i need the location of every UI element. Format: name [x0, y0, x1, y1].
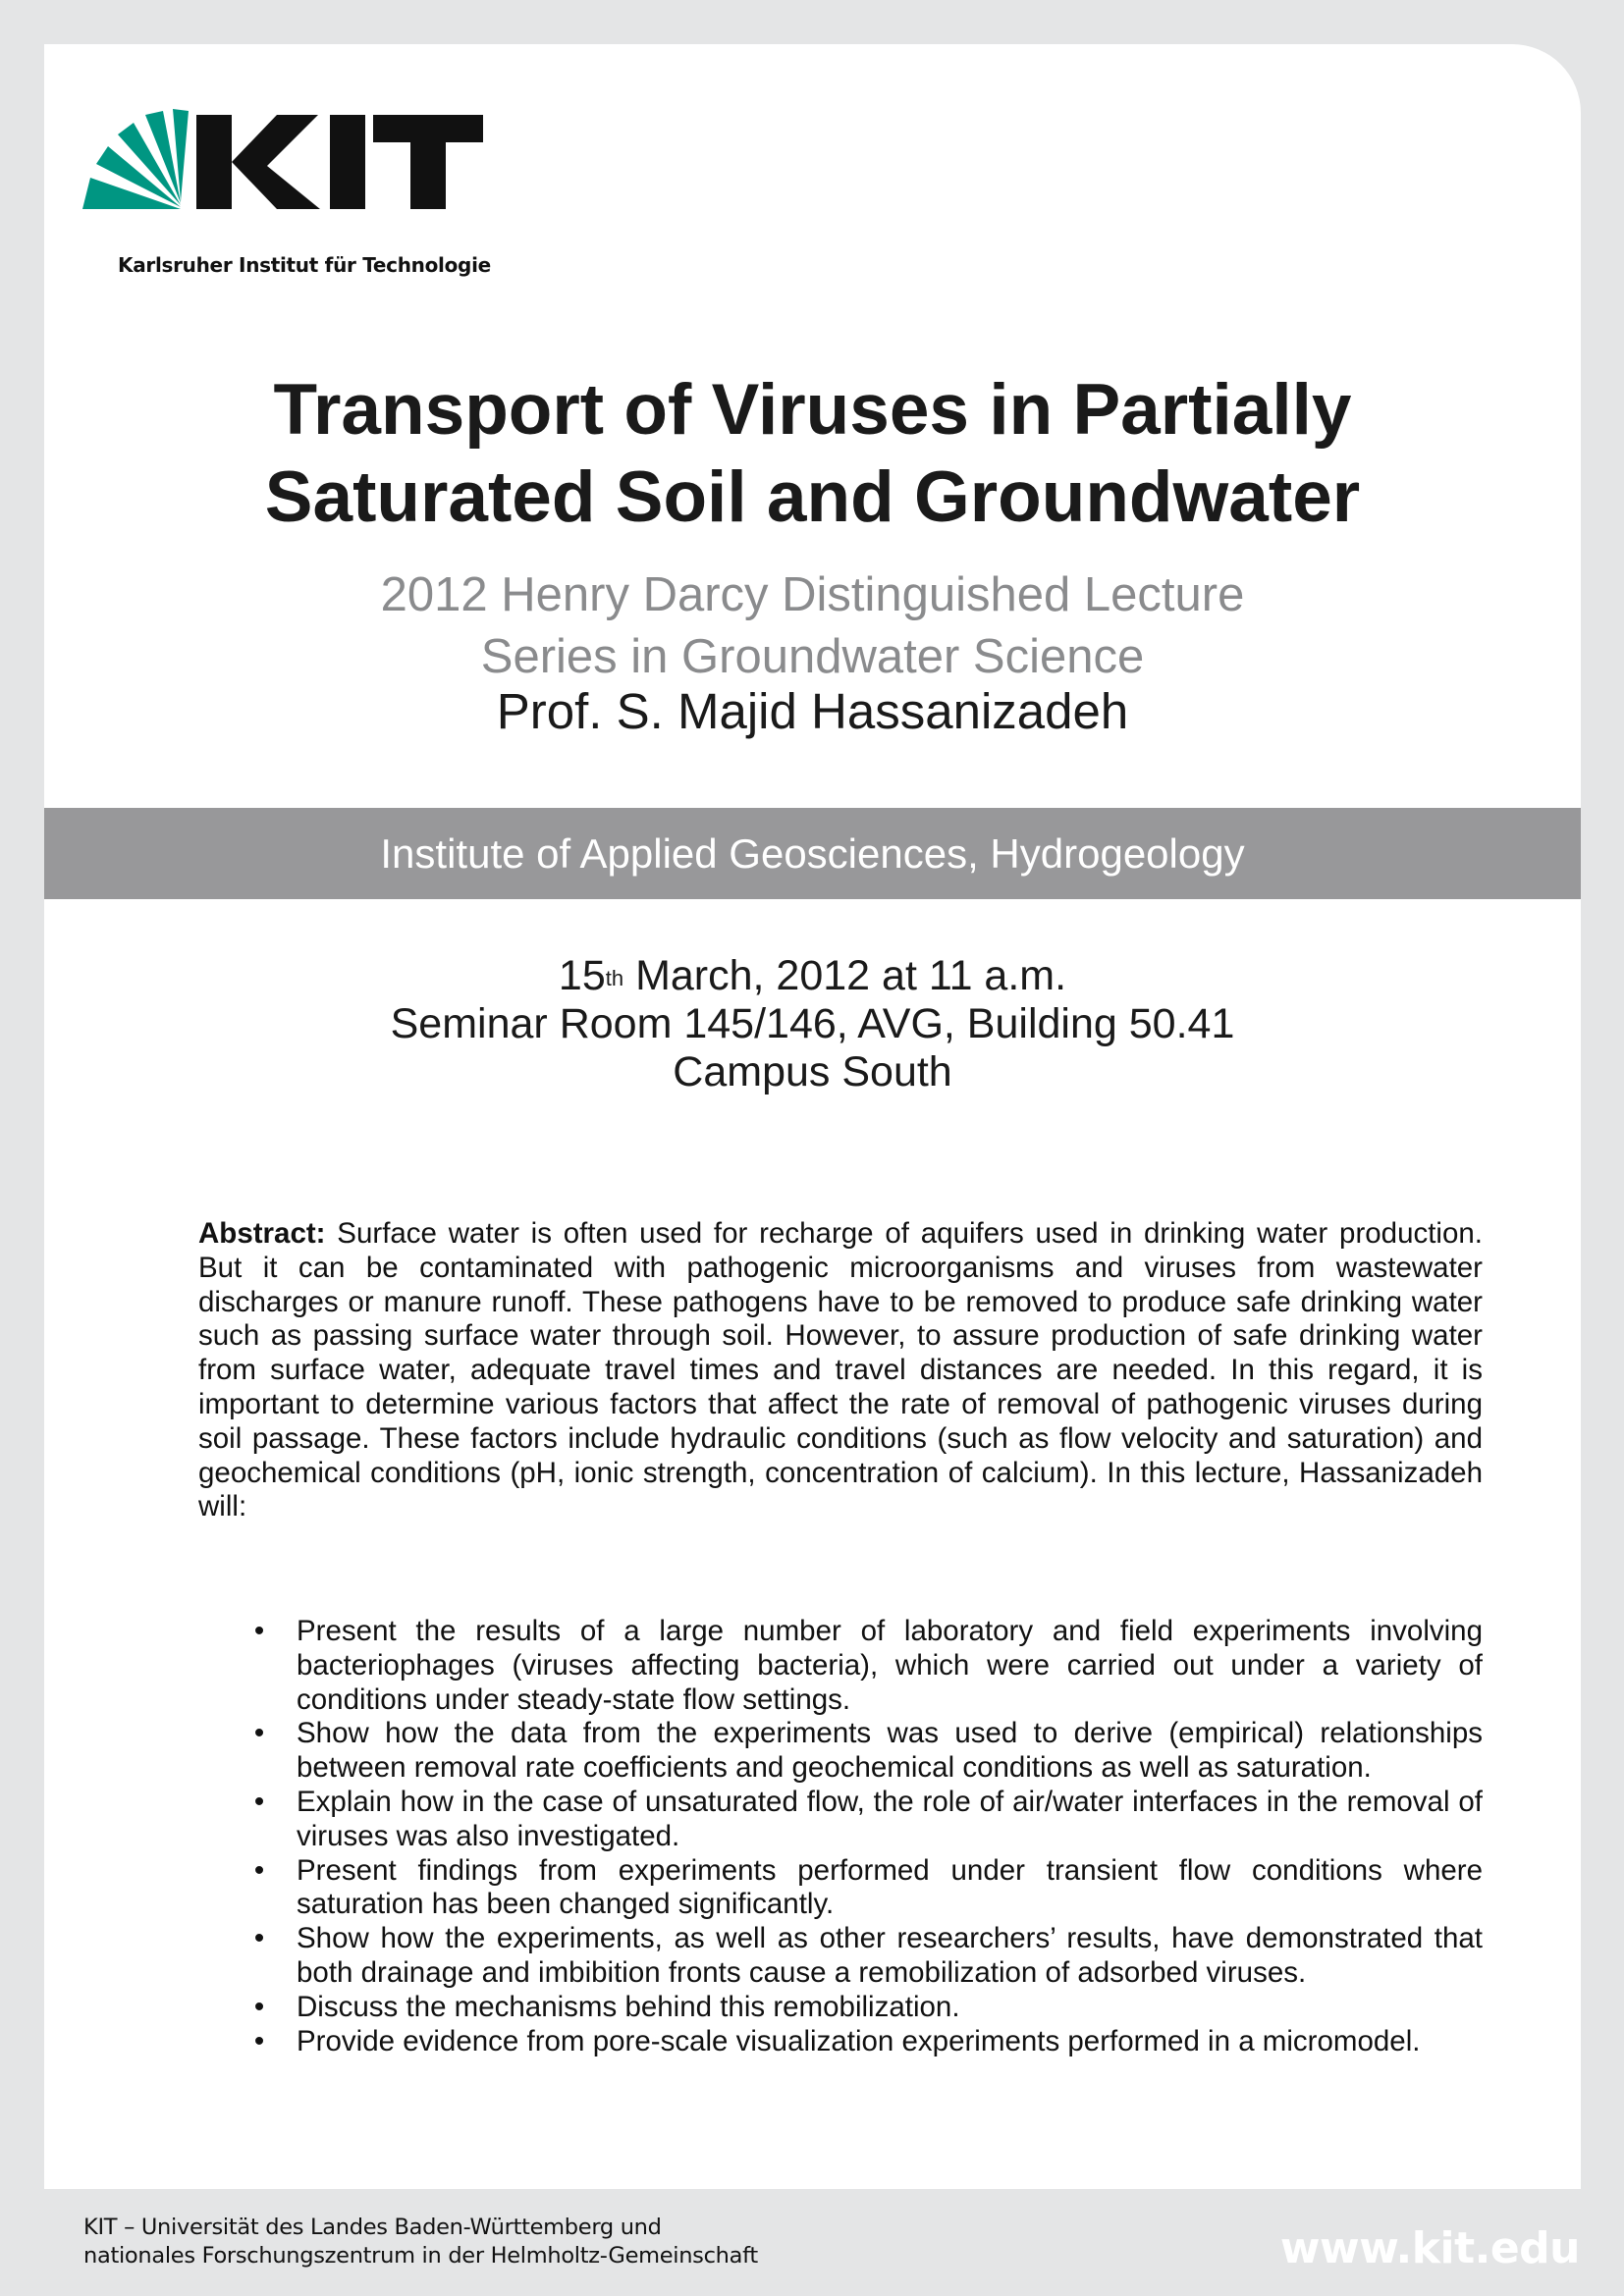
list-item-text: Show how the data from the experiments was used to derive (empirical) relationships between removal rate coefficients and geochemical conditions as well as saturation.	[297, 1717, 1483, 1785]
list-item-text: Show how the experiments, as well as other researchers’ results, have demonstrated that both drainage and imbibition fronts cause a remobilization of adsorbed viruses.	[297, 1922, 1483, 1989]
list-item	[198, 1922, 1483, 1991]
kit-fan-icon	[82, 109, 189, 209]
bullet-icon: •	[253, 1853, 265, 1887]
subtitle-line-2: Series in Groundwater Science	[480, 630, 1145, 683]
kit-logo	[79, 81, 491, 288]
speaker-name: Prof. S. Majid Hassanizadeh	[496, 683, 1129, 739]
list-item-text: Present findings from experiments performed under transient flow conditions where saturation has been changed significantly.	[297, 1853, 1483, 1921]
abstract	[198, 1217, 1483, 1524]
list-item-text: Provide evidence from pore-scale visualization experiments performed in a micromodel.	[297, 2024, 1421, 2057]
footer-institution	[83, 2214, 758, 2270]
bullet-icon: •	[253, 1785, 265, 1818]
event-details	[44, 952, 1581, 1096]
list-item	[198, 1991, 1483, 2025]
list-item	[198, 2025, 1483, 2059]
subtitle-line-1: 2012 Henry Darcy Distinguished Lecture	[380, 568, 1245, 621]
event-day: 15	[558, 952, 606, 999]
bullet-icon: •	[253, 2024, 265, 2057]
title-line-2: Saturated Soil and Groundwater	[264, 457, 1361, 537]
list-item	[198, 1854, 1483, 1923]
institute-band: Institute of Applied Geosciences, Hydrogeology	[44, 808, 1581, 899]
list-item	[198, 1615, 1483, 1717]
footer-url[interactable]: www.kit.edu	[1279, 2223, 1580, 2273]
footer-line-2: nationales Forschungszentrum in der Helmholtz-Gemeinschaft	[83, 2243, 758, 2269]
bullet-icon: •	[253, 1615, 265, 1647]
list-item	[198, 1717, 1483, 1786]
lecture-series	[44, 564, 1581, 688]
logo-subtitle: Karlsruher Institut für Technologie	[118, 253, 491, 277]
kit-logo-graphic	[79, 81, 491, 219]
event-date	[44, 952, 1581, 1000]
event-room: Seminar Room 145/146, AVG, Building 50.41	[390, 1000, 1235, 1047]
bullet-icon: •	[253, 1922, 265, 1955]
bullet-icon: •	[253, 1717, 265, 1750]
title-line-1: Transport of Viruses in Partially	[273, 370, 1352, 450]
poster-card	[44, 44, 1581, 2189]
event-day-suffix: th	[605, 966, 624, 990]
event-campus: Campus South	[673, 1048, 952, 1095]
list-item-text: Present the results of a large number of laboratory and field experiments involving bacteriophages (viruses affecting bacteria), which were carried out under a variety of conditions under steady-state flow settings.	[297, 1615, 1483, 1716]
list-item	[198, 1786, 1483, 1854]
poster-title	[44, 366, 1581, 541]
footer-line-1: KIT – Universität des Landes Baden-Württemberg und	[83, 2215, 662, 2240]
list-item-text: Discuss the mechanisms behind this remobilization.	[297, 1990, 960, 2023]
kit-letters	[196, 115, 483, 209]
bullet-icon: •	[253, 1990, 265, 2023]
bullet-list	[198, 1615, 1483, 2058]
list-item-text: Explain how in the case of unsaturated flow, the role of air/water interfaces in the removal of viruses was also investigated.	[297, 1785, 1483, 1852]
event-date-rest: March, 2012 at 11 a.m.	[623, 952, 1067, 999]
abstract-label: Abstract:	[198, 1217, 326, 1250]
abstract-text: Surface water is often used for recharge of aquifers used in drinking water production. But it can be contaminated with pathogenic microorganisms and viruses from wastewater discharges or manure runoff. These pathogens have to be removed to produce safe drinking water such as passing surface water through soil. However, to assure production of safe drinking water from surface water, adequate travel times and travel distances are needed. In this regard, it is important to determine various factors that affect the rate of removal of pathogenic viruses during soil passage. These factors include hydraulic conditions (such as flow velocity and saturation) and geochemical conditions (pH, ionic strength, concentration of calcium). In this lecture, Hassanizadeh will:	[198, 1217, 1483, 1523]
